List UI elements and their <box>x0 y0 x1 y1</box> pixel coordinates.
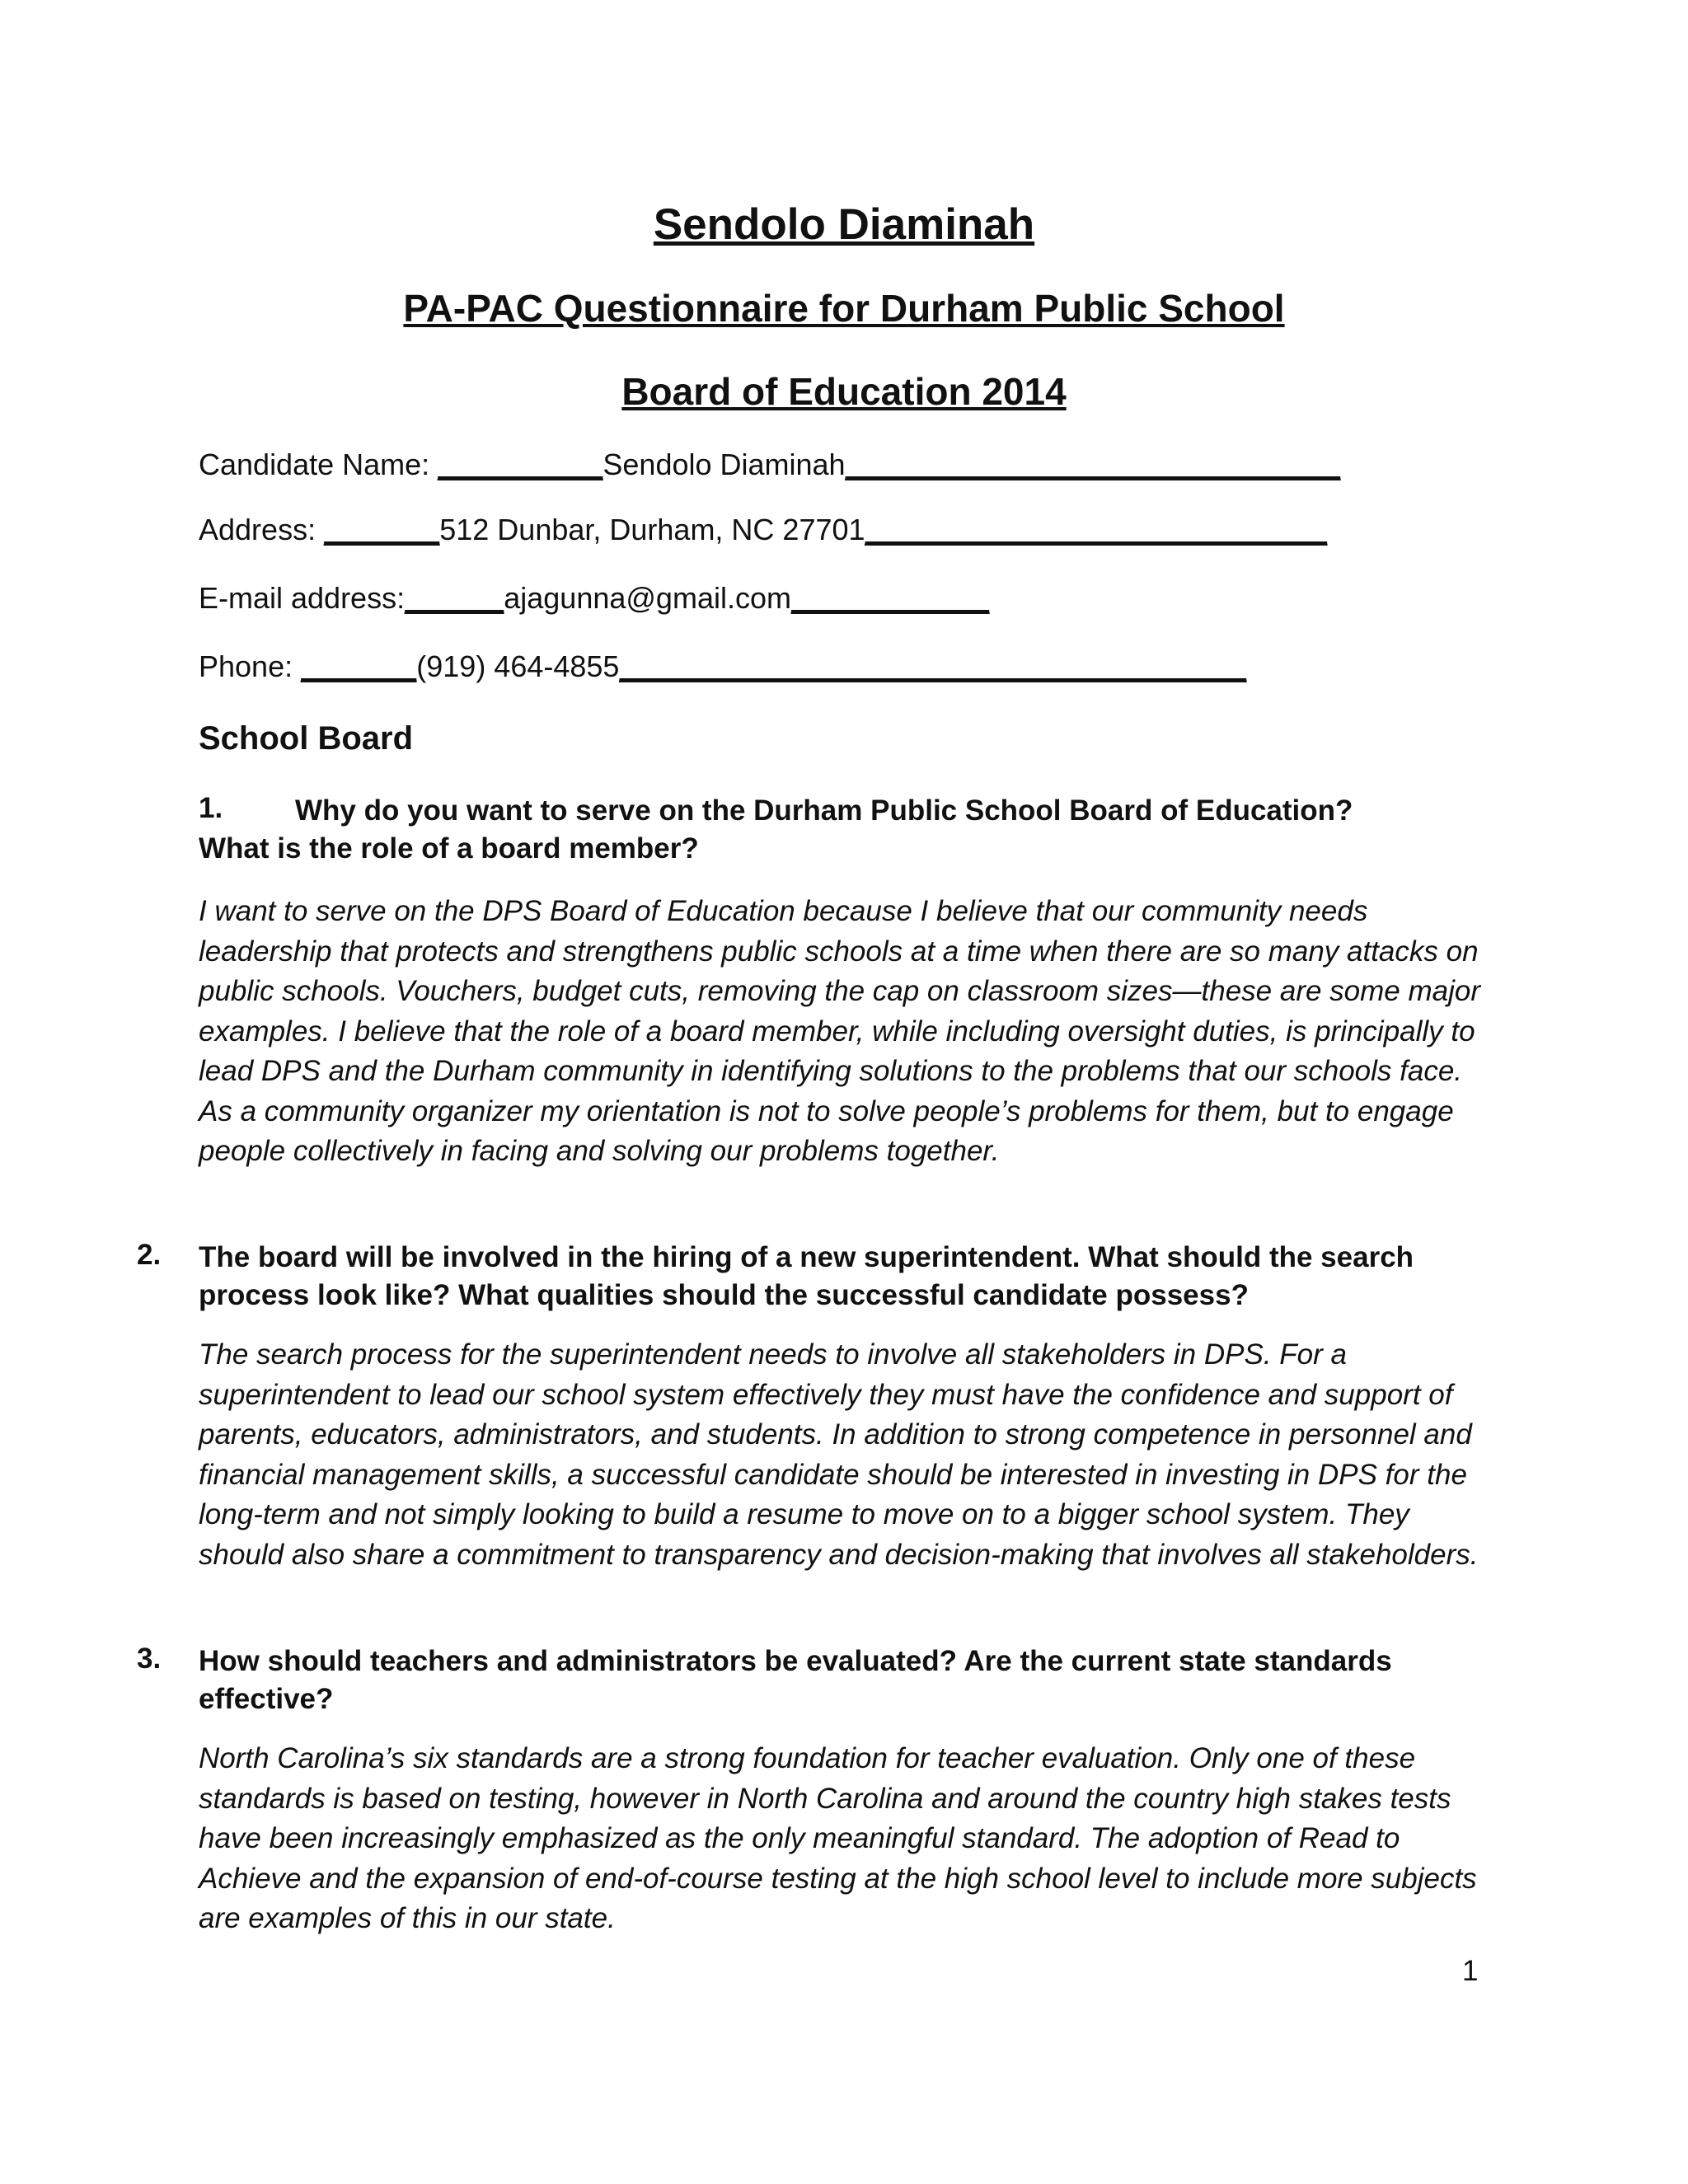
address-label: Address: <box>199 513 325 546</box>
question-3-text: How should teachers and administrators be evaluated? Are the current state standards effective? <box>199 1645 1392 1715</box>
address-value: 512 Dunbar, Durham, NC 27701 <box>439 513 865 546</box>
section-heading: School Board <box>199 720 414 757</box>
candidate-name-field <box>199 448 1340 482</box>
question-3-number: 3. <box>137 1643 162 1675</box>
address-blank-left: _______ <box>324 513 440 546</box>
email-blank-left: ______ <box>405 581 504 615</box>
candidate-name-blank-left: __________ <box>438 448 603 481</box>
question-1-text-line1: Why do you want to serve on the Durham Public School Board of Education? <box>295 794 1353 827</box>
questionnaire-subtitle: Board of Education 2014 <box>621 370 1067 413</box>
email-label: E-mail address: <box>199 581 406 615</box>
question-2-number: 2. <box>137 1239 162 1271</box>
question-1-text-line2: What is the role of a board member? <box>199 832 699 865</box>
address-blank-right: ____________________________ <box>865 513 1328 546</box>
email-field <box>199 581 989 616</box>
phone-field <box>199 649 1246 684</box>
question-1-number: 1. <box>199 792 223 824</box>
answer-1: I want to serve on the DPS Board of Education because I believe that our community needs leadership that protects and strengthens public schools at a time when there are so many attacks on public schools. Vouchers, budget cuts, removing the cap on classroom sizes—these are some major examples. I believe that the role of a board member, while including oversight duties, is principally to lead DPS and the Durham community in identifying solutions to the problems that our schools face. As a community organizer my orientation is not to solve people’s problems for them, but to engage people collectively in facing and solving our problems together. <box>199 895 1481 1167</box>
answer-3: North Carolina’s six standards are a strong foundation for teacher evaluation. Only one of these standards is based on testing, however in North Carolina and around the country high stakes tests have been increasingly emphasized as the only meaningful standard. The adoption of Read to Achieve and the expansion of end-of-course testing at the high school level to include more subjects are examples of this in our state. <box>199 1742 1477 1934</box>
address-field <box>199 513 1327 547</box>
answer-2: The search process for the superintendent needs to involve all stakeholders in DPS. For a superintendent to lead our school system effectively they must have the confidence and support of parents, educators, administrators, and students. In addition to strong competence in personnel and financial management skills, a successful candidate should be interested in investing in DPS for the long-term and not simply looking to build a resume to move on to a bigger school system. They should also share a commitment to transparency and decision-making that involves all stakeholders. <box>199 1338 1479 1571</box>
email-value: ajagunna@gmail.com <box>504 581 791 615</box>
question-2-text: The board will be involved in the hiring of a new superintendent. What should the search process look like? What qualities should the successful candidate possess? <box>199 1241 1414 1311</box>
email-blank-right: ____________ <box>790 581 990 615</box>
phone-label: Phone: <box>199 649 302 683</box>
phone-blank-left: _______ <box>301 649 417 683</box>
candidate-name-value: Sendolo Diaminah <box>603 448 846 481</box>
questionnaire-title: PA-PAC Questionnaire for Durham Public School <box>403 287 1285 330</box>
candidate-name-label: Candidate Name: <box>199 448 438 481</box>
page-number: 1 <box>1462 1955 1479 1987</box>
phone-blank-right: ______________________________________ <box>619 649 1247 683</box>
phone-value: (919) 464-4855 <box>416 649 620 683</box>
candidate-name-title: Sendolo Diaminah <box>653 200 1035 249</box>
candidate-name-blank-right: ______________________________ <box>845 448 1341 481</box>
